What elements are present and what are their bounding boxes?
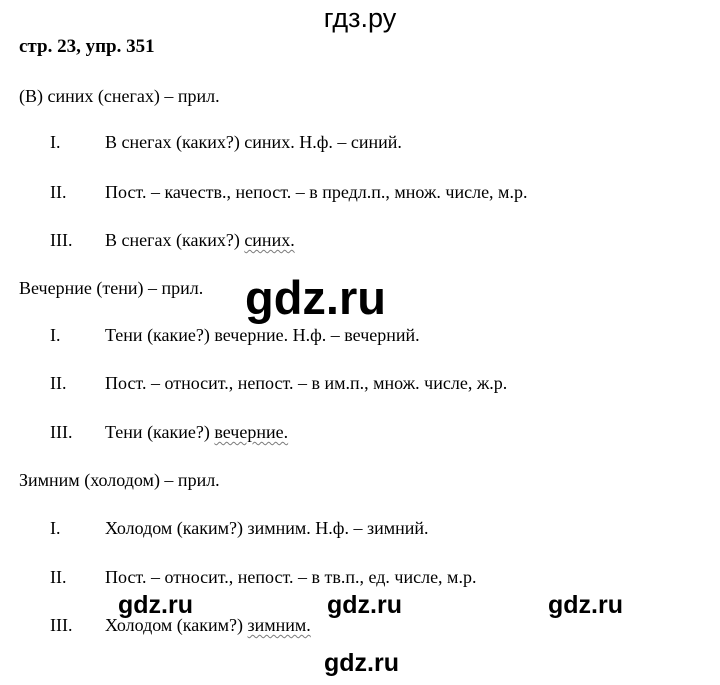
item-text-wavy: синих.	[244, 230, 295, 250]
item-number: III.	[50, 422, 73, 442]
item-text-main: Пост. – качеств., непост. – в предл.п., множ. числе, м.р.	[105, 182, 528, 202]
item-text-wavy: вечерние.	[214, 422, 289, 442]
item-text	[105, 566, 476, 588]
watermark: gdz.ru	[324, 649, 399, 677]
word-line-2: Вечерние (тени) – прил.	[19, 278, 204, 298]
site-title: гдз.ру	[323, 3, 397, 33]
exercise-heading: стр. 23, упр. 351	[19, 36, 155, 57]
watermark-large: gdz.ru	[245, 271, 386, 324]
item-text	[105, 324, 420, 346]
item-text	[105, 131, 402, 153]
watermark: gdz.ru	[327, 591, 402, 619]
item-text	[105, 229, 295, 251]
item-text	[105, 181, 527, 203]
watermark: gdz.ru	[118, 591, 193, 619]
item-number: III.	[50, 615, 73, 635]
item-text-main: Тени (какие?)	[105, 422, 215, 442]
item-text-main: В снегах (каких?) синих. Н.ф. – синий.	[105, 132, 402, 152]
item-number: II.	[50, 373, 67, 393]
item-text	[105, 372, 507, 394]
word-line-3: Зимним (холодом) – прил.	[19, 470, 220, 490]
item-text-main: Пост. – относит., непост. – в им.п., множ. числе, ж.р.	[105, 373, 508, 393]
item-number: I.	[50, 518, 61, 538]
item-number: I.	[50, 132, 61, 152]
item-text	[105, 517, 429, 539]
item-number: III.	[50, 230, 73, 250]
item-text	[105, 421, 288, 443]
item-text-main: В снегах (каких?)	[105, 230, 245, 250]
item-text-main: Пост. – относит., непост. – в тв.п., ед. числе, м.р.	[105, 567, 477, 587]
item-text-main: Холодом (каким?)	[105, 615, 248, 635]
item-text-wavy: зимним.	[247, 615, 311, 635]
item-number: II.	[50, 182, 67, 202]
item-number: II.	[50, 567, 67, 587]
watermark: gdz.ru	[548, 591, 623, 619]
item-number: I.	[50, 325, 61, 345]
item-text-main: Тени (какие?) вечерние. Н.ф. – вечерний.	[105, 325, 420, 345]
item-text-main: Холодом (каким?) зимним. Н.ф. – зимний.	[105, 518, 429, 538]
word-line-1: (В) синих (снегах) – прил.	[19, 86, 220, 106]
